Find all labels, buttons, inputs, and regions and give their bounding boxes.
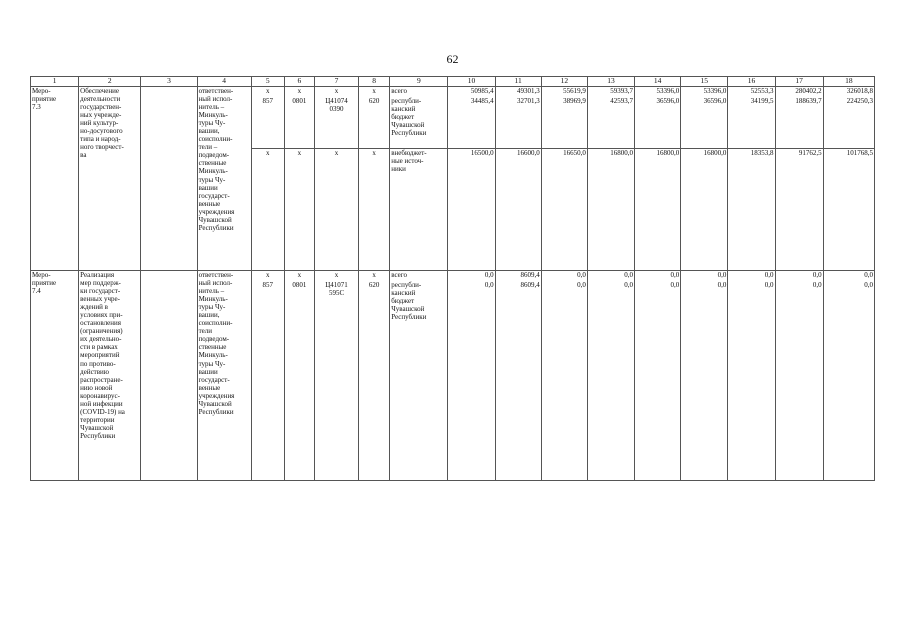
column-header: 6 — [284, 77, 314, 87]
target-article: х — [314, 87, 358, 97]
grbs-code: х — [251, 149, 284, 271]
column-header: 3 — [141, 77, 197, 87]
value-cell: 0,0 — [823, 281, 874, 481]
column-header-row — [31, 77, 875, 87]
grbs-code: 857 — [251, 97, 284, 149]
value-cell: 16650,0 — [541, 149, 587, 271]
value-cell: 55619,9 — [541, 87, 587, 97]
value-cell: 53396,0 — [681, 87, 728, 97]
value-cell: 52553,3 — [728, 87, 775, 97]
table-row — [31, 271, 875, 281]
funding-source: республи- канский бюджет Чувашской Республики — [390, 97, 448, 149]
section-code: х — [284, 149, 314, 271]
value-cell: 0,0 — [728, 271, 775, 281]
page-number: 62 — [446, 52, 459, 66]
column-header: 16 — [728, 77, 775, 87]
column-header: 8 — [359, 77, 390, 87]
column-header: 2 — [79, 77, 141, 87]
value-cell: 16800,0 — [635, 149, 681, 271]
measure-name: Обеспечение деятельности государствен- ных учрежде- ний культур- но-досугового типа и народ- ного творчест- ва — [79, 87, 141, 271]
grbs-code: х — [251, 87, 284, 97]
value-cell: 49301,3 — [495, 87, 541, 97]
target-article: Ц41074 0390 — [314, 97, 358, 149]
target-article: х — [314, 149, 358, 271]
value-cell: 0,0 — [635, 281, 681, 481]
measure-name: Реализация мер поддерж- ки государст- венных учре- ждений в условиях при- остановления (ограничения) их деятельно- сти в рамках мероприятий по противо- действию распростране- нию новой коронавирус- ной инфекции (COVID-19) на территории Чувашской Республики — [79, 271, 141, 481]
responsible-executor: ответствен- ный испол- нитель – Минкуль- туры Чу- вашии, соисполни- тели подведом- ственные Минкуль- туры Чу- вашии государст- венные учреждения Чувашской Республики — [197, 271, 251, 481]
column-header: 10 — [448, 77, 495, 87]
target-article: Ц41071 595С — [314, 281, 358, 481]
program-table — [30, 76, 875, 481]
value-cell: 0,0 — [448, 281, 495, 481]
value-cell: 59393,7 — [587, 87, 634, 97]
grbs-code: х — [251, 271, 284, 281]
value-cell: 0,0 — [681, 271, 728, 281]
value-cell: 0,0 — [448, 271, 495, 281]
expense-type: х — [359, 87, 390, 97]
funding-source: всего — [390, 87, 448, 97]
value-cell: 101768,5 — [823, 149, 874, 271]
responsible-executor: ответствен- ный испол- нитель – Минкуль- туры Чу- вашии, соисполни- тели – подведом- ственные Минкуль- туры Чу- вашии государст- венные учреждения Чувашской Республики — [197, 87, 251, 271]
section-code: 0801 — [284, 97, 314, 149]
value-cell: 34199,5 — [728, 97, 775, 149]
value-cell: 34485,4 — [448, 97, 495, 149]
value-cell: 38969,9 — [541, 97, 587, 149]
value-cell: 50985,4 — [448, 87, 495, 97]
value-cell: 0,0 — [775, 271, 823, 281]
value-cell: 0,0 — [775, 281, 823, 481]
expense-type: х — [359, 271, 390, 281]
measure-code: Меро- приятие 7.4 — [31, 271, 79, 481]
target-article: х — [314, 271, 358, 281]
grbs-code: 857 — [251, 281, 284, 481]
column-header: 15 — [681, 77, 728, 87]
value-cell: 16600,0 — [495, 149, 541, 271]
section-code: х — [284, 87, 314, 97]
column-header: 7 — [314, 77, 358, 87]
value-cell: 18353,8 — [728, 149, 775, 271]
value-cell: 0,0 — [587, 281, 634, 481]
column-header: 11 — [495, 77, 541, 87]
value-cell: 188639,7 — [775, 97, 823, 149]
value-cell: 16800,0 — [681, 149, 728, 271]
value-cell: 36596,0 — [681, 97, 728, 149]
value-cell: 53396,0 — [635, 87, 681, 97]
expense-type: х — [359, 149, 390, 271]
measure-code: Меро- приятие 7.3 — [31, 87, 79, 271]
value-cell: 326018,8 — [823, 87, 874, 97]
value-cell: 0,0 — [587, 271, 634, 281]
value-cell: 0,0 — [823, 271, 874, 281]
section-code: 0801 — [284, 281, 314, 481]
value-cell: 91762,5 — [775, 149, 823, 271]
empty-cell — [141, 271, 197, 481]
value-cell: 0,0 — [635, 271, 681, 281]
value-cell: 8609,4 — [495, 281, 541, 481]
value-cell: 0,0 — [681, 281, 728, 481]
column-header: 5 — [251, 77, 284, 87]
column-header: 14 — [635, 77, 681, 87]
column-header: 12 — [541, 77, 587, 87]
column-header: 18 — [823, 77, 874, 87]
expense-type: 620 — [359, 97, 390, 149]
value-cell: 8609,4 — [495, 271, 541, 281]
funding-source: республи- канский бюджет Чувашской Республики — [390, 281, 448, 481]
column-header: 9 — [390, 77, 448, 87]
value-cell: 0,0 — [541, 271, 587, 281]
funding-source: всего — [390, 271, 448, 281]
column-header: 17 — [775, 77, 823, 87]
column-header: 4 — [197, 77, 251, 87]
column-header: 13 — [587, 77, 634, 87]
empty-cell — [141, 87, 197, 271]
value-cell: 224250,3 — [823, 97, 874, 149]
value-cell: 16800,0 — [587, 149, 634, 271]
section-code: х — [284, 271, 314, 281]
value-cell: 16500,0 — [448, 149, 495, 271]
column-header: 1 — [31, 77, 79, 87]
value-cell: 32701,3 — [495, 97, 541, 149]
table-row — [31, 87, 875, 97]
value-cell: 36596,0 — [635, 97, 681, 149]
value-cell: 0,0 — [728, 281, 775, 481]
value-cell: 42593,7 — [587, 97, 634, 149]
value-cell: 0,0 — [541, 281, 587, 481]
funding-source: внебюджет- ные источ- ники — [390, 149, 448, 271]
value-cell: 280402,2 — [775, 87, 823, 97]
expense-type: 620 — [359, 281, 390, 481]
